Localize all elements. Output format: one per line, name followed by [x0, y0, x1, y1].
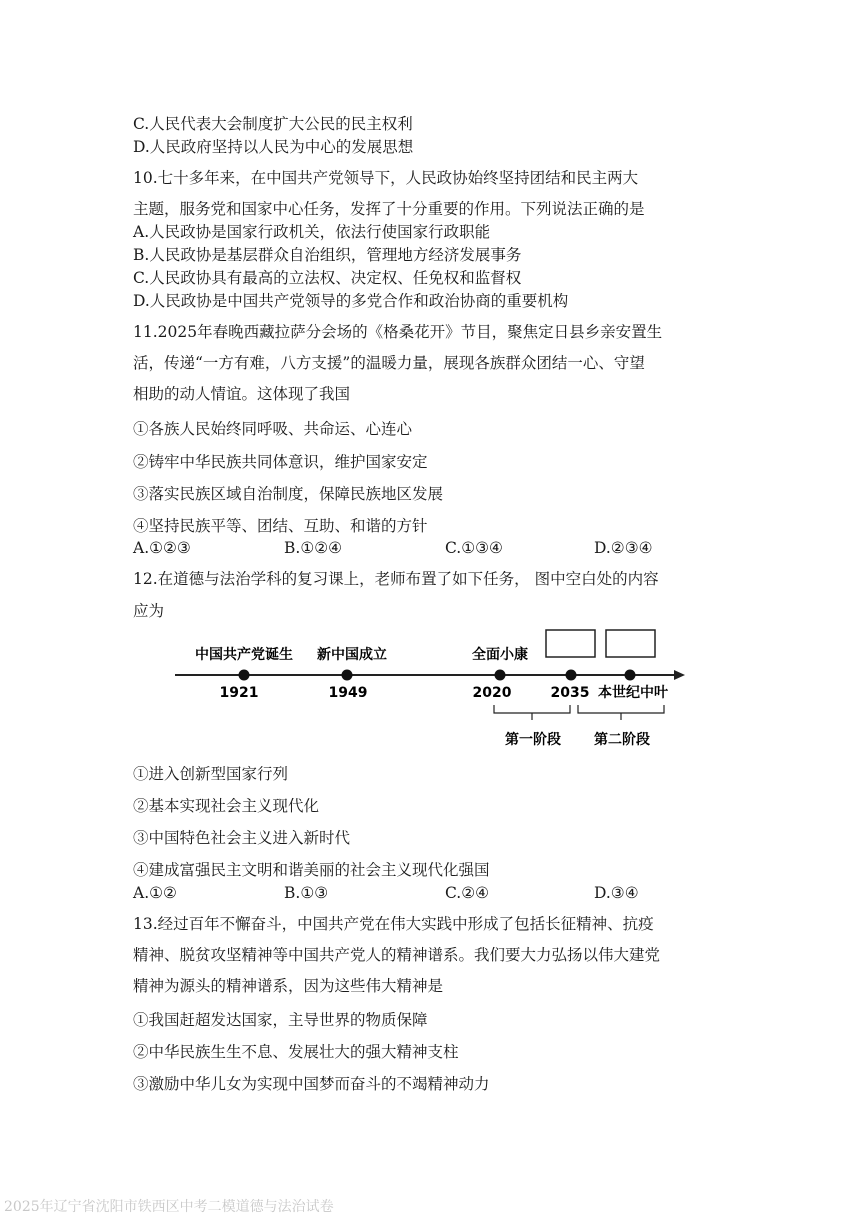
- q13-item-3: ③激励中华儿女为实现中国梦而奋斗的不竭精神动力: [133, 1075, 490, 1093]
- q10-option-a: A.人民政协是国家行政机关，依法行使国家行政职能: [133, 223, 491, 241]
- q11-item-3: ③落实民族区域自治制度，保障民族地区发展: [133, 485, 444, 503]
- timeline-arrow: [674, 670, 685, 680]
- q11-item-1: ①各族人民始终同呼吸、共命运、心连心: [133, 420, 413, 438]
- stage-1-bracket: [494, 705, 570, 713]
- timeline-year-2035: 2035: [550, 685, 590, 701]
- q12-option-a: A.①②: [133, 884, 177, 902]
- stage-2-bracket: [578, 705, 664, 713]
- timeline-label-2020: 全面小康: [472, 647, 528, 663]
- timeline-label-1949: 新中国成立: [317, 647, 387, 663]
- timeline-dot-mid-century: [625, 670, 636, 681]
- q11-option-a: A.①②③: [133, 539, 191, 557]
- q12-item-3: ③中国特色社会主义进入新时代: [133, 829, 351, 847]
- timeline-dot-1949: [342, 670, 353, 681]
- timeline-year-mid-century: 本世纪中叶: [598, 685, 668, 701]
- q13-stem-line-3: 精神为源头的精神谱系，因为这些伟大精神是: [133, 977, 444, 995]
- blank-box-mid-century: [606, 630, 655, 657]
- stage-2-label: 第二阶段: [594, 732, 650, 748]
- footer-watermark: 2025年辽宁省沈阳市铁西区中考二模道德与法治试卷: [4, 1199, 334, 1215]
- q13-stem-line-2: 精神、脱贫攻坚精神等中国共产党人的精神谱系。我们要大力弘扬以伟大建党: [133, 946, 661, 964]
- q11-item-4: ④坚持民族平等、团结、互助、和谐的方针: [133, 517, 428, 535]
- q13-item-2: ②中华民族生生不息、发展壮大的强大精神支柱: [133, 1043, 459, 1061]
- q12-stem-line-1: 12.在道德与法治学科的复习课上，老师布置了如下任务， 图中空白处的内容: [133, 570, 659, 588]
- q11-option-b: B.①②④: [284, 539, 343, 557]
- q10-option-b: B.人民政协是基层群众自治组织，管理地方经济发展事务: [133, 246, 522, 264]
- timeline-dot-1921: [239, 670, 250, 681]
- q11-item-2: ②铸牢中华民族共同体意识，维护国家安定: [133, 453, 428, 471]
- q12-item-4: ④建成富强民主文明和谐美丽的社会主义现代化强国: [133, 861, 490, 879]
- q9-option-d: D.人民政府坚持以人民为中心的发展思想: [133, 138, 414, 156]
- q10-stem-line-1: 10.七十多年来，在中国共产党领导下，人民政协始终坚持团结和民主两大: [133, 169, 639, 187]
- q11-option-d: D.②③④: [594, 539, 653, 557]
- q12-option-d: D.③④: [594, 884, 639, 902]
- timeline-year-1921: 1921: [219, 685, 259, 701]
- timeline-dot-2020: [495, 670, 506, 681]
- q12-option-b: B.①③: [284, 884, 329, 902]
- timeline-year-2020: 2020: [472, 685, 512, 701]
- q11-option-c: C.①③④: [445, 539, 503, 557]
- q10-stem-line-2: 主题，服务党和国家中心任务，发挥了十分重要的作用。下列说法正确的是: [133, 200, 645, 218]
- q9-option-c: C.人民代表大会制度扩大公民的民主权利: [133, 115, 413, 133]
- q12-option-c: C.②④: [445, 884, 490, 902]
- q12-stem-line-2: 应为: [133, 602, 165, 620]
- q13-item-1: ①我国赶超发达国家，主导世界的物质保障: [133, 1011, 428, 1029]
- q10-option-c: C.人民政协具有最高的立法权、决定权、任免权和监督权: [133, 269, 522, 287]
- q11-stem-line-2: 活，传递“一方有难，八方支援”的温暖力量，展现各族群众团结一心、守望: [133, 354, 645, 372]
- timeline-dot-2035: [566, 670, 577, 681]
- q12-item-1: ①进入创新型国家行列: [133, 765, 289, 783]
- timeline-year-1949: 1949: [328, 685, 368, 701]
- timeline-diagram: [173, 622, 693, 752]
- blank-box-2035: [546, 630, 595, 657]
- timeline-label-1921: 中国共产党诞生: [195, 647, 293, 663]
- stage-1-label: 第一阶段: [505, 732, 561, 748]
- q12-item-2: ②基本实现社会主义现代化: [133, 797, 320, 815]
- q11-stem-line-1: 11.2025年春晚西藏拉萨分会场的《格桑花开》节目，聚焦定日县乡亲安置生: [133, 323, 663, 341]
- q11-stem-line-3: 相助的动人情谊。这体现了我国: [133, 385, 351, 403]
- q10-option-d: D.人民政协是中国共产党领导的多党合作和政治协商的重要机构: [133, 292, 569, 310]
- q13-stem-line-1: 13.经过百年不懈奋斗，中国共产党在伟大实践中形成了包括长征精神、抗疫: [133, 915, 654, 933]
